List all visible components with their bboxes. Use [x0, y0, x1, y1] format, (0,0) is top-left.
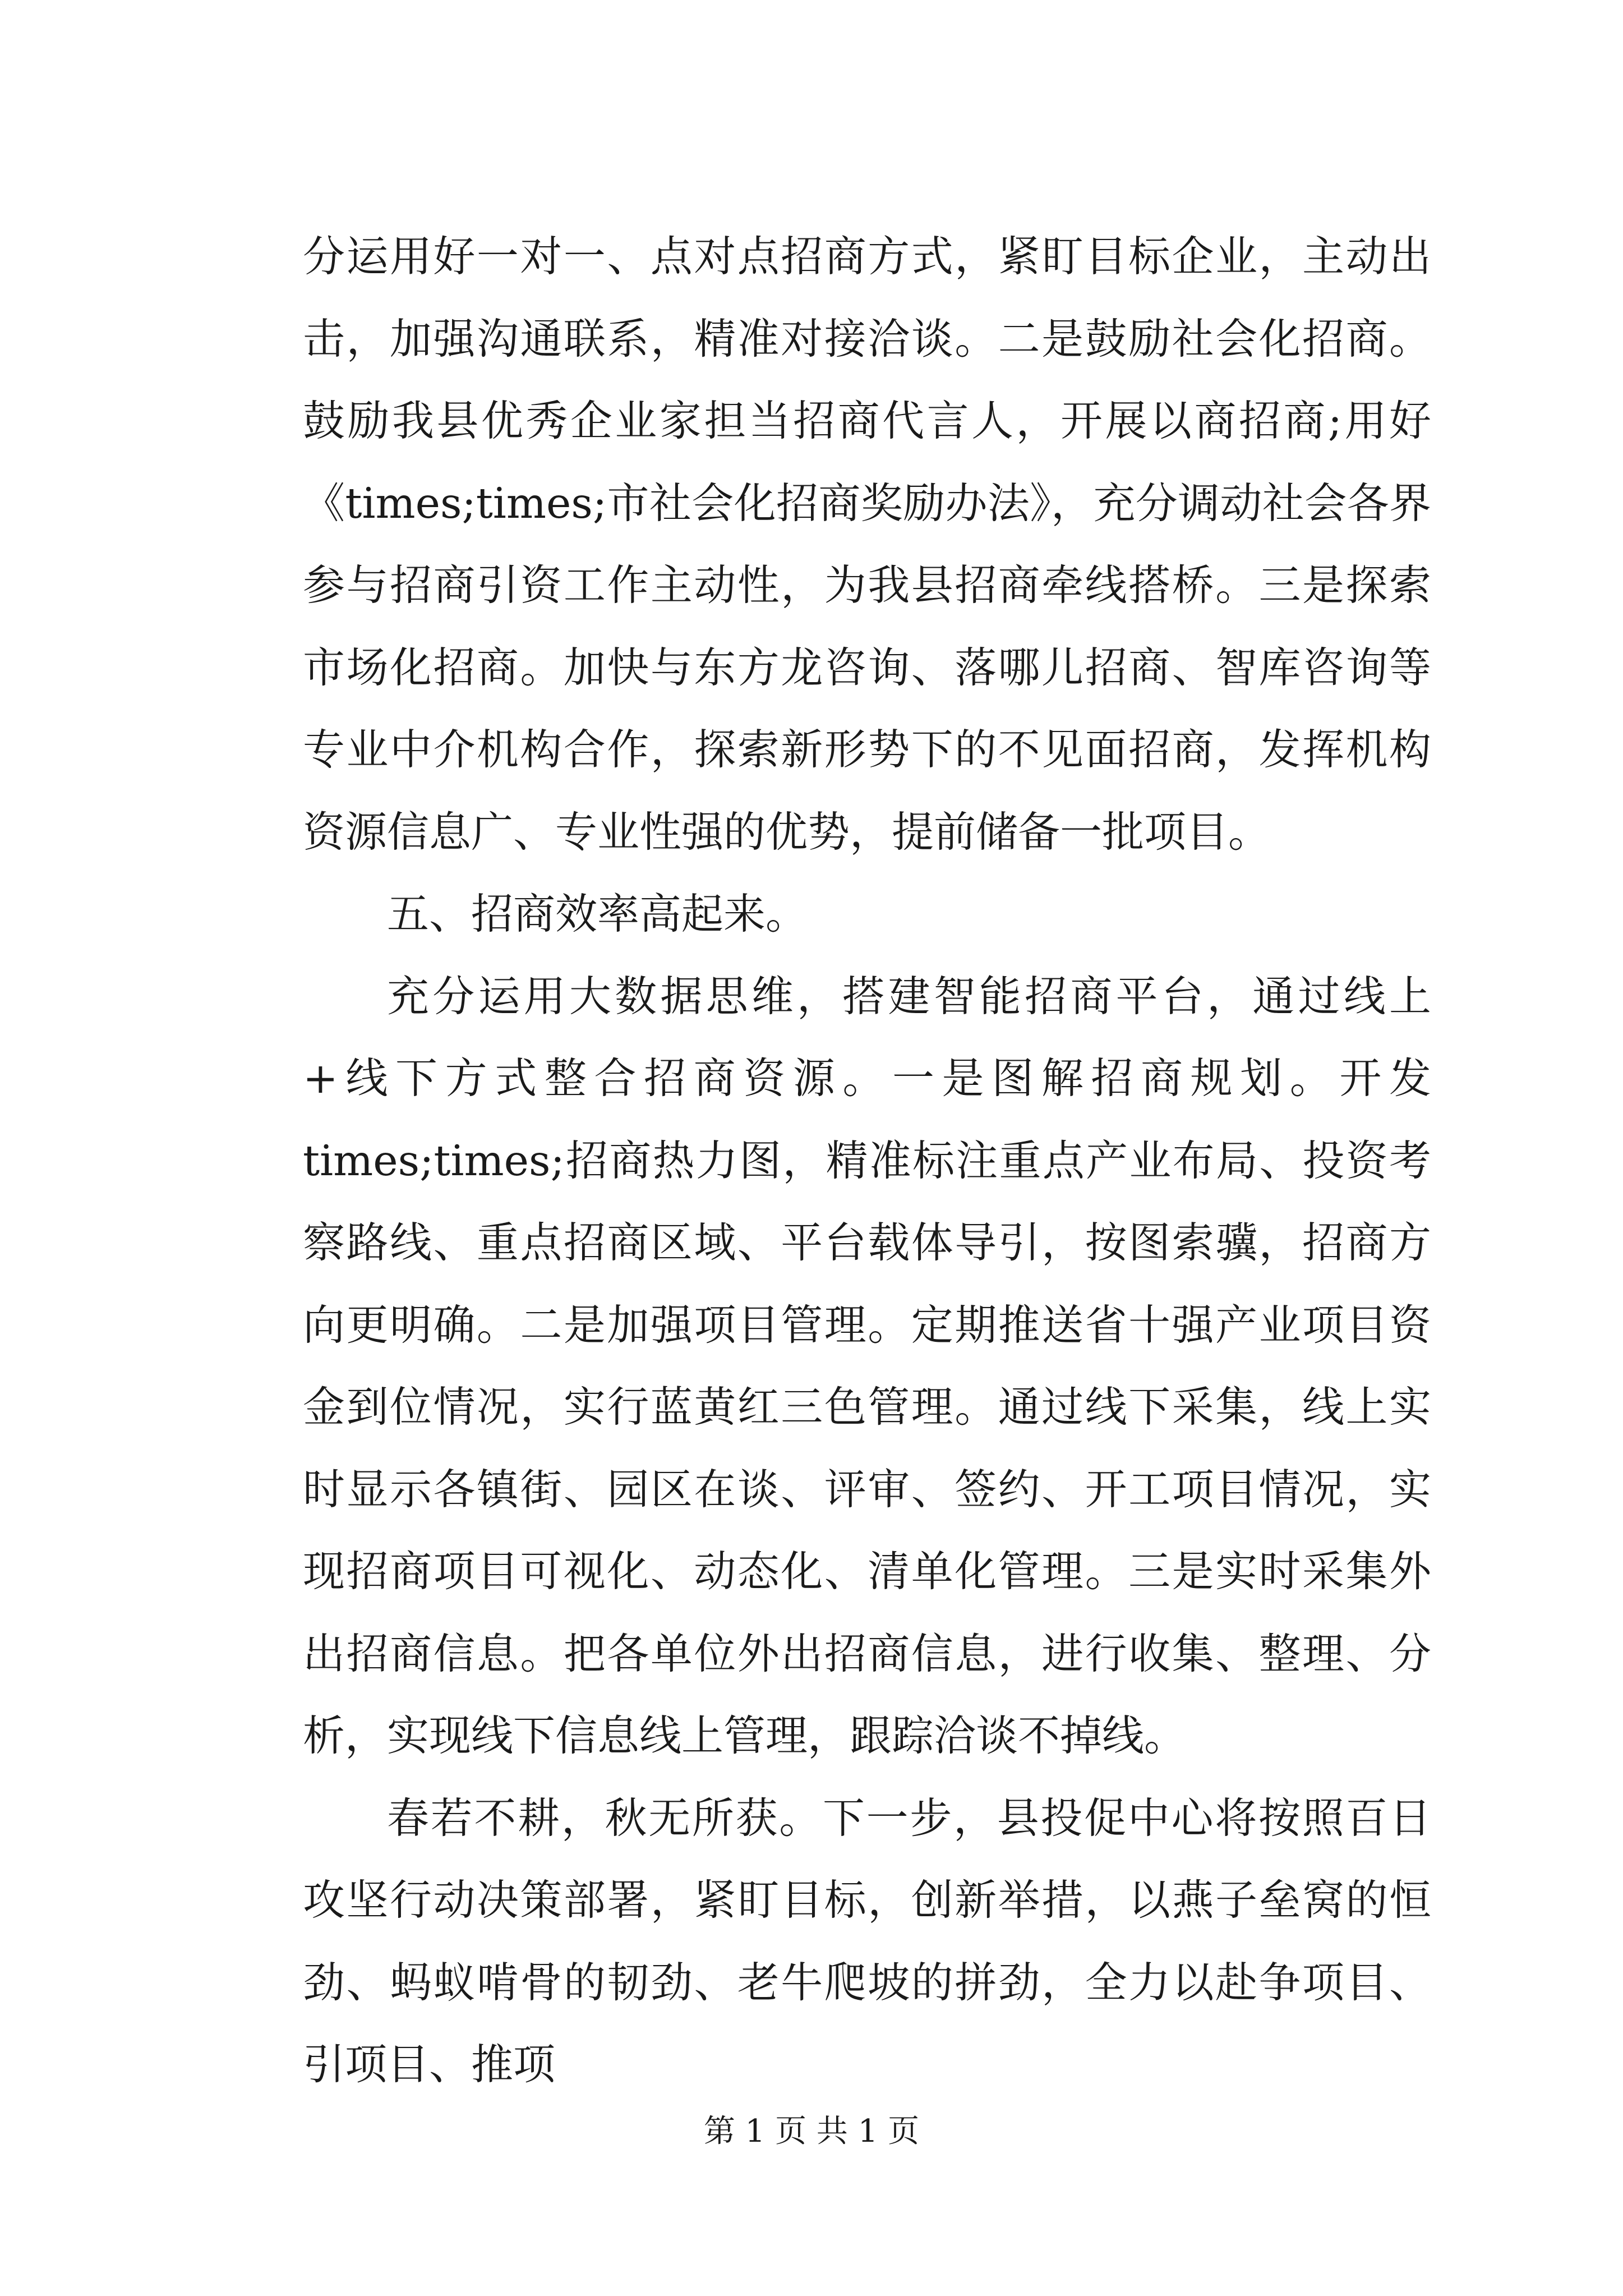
paragraph-1: 分运用好一对一、点对点招商方式，紧盯目标企业，主动出击，加强沟通联系，精准对接洽谈。二是鼓励社会化招商。鼓励我县优秀企业家担当招商代言人，开展以商招商;用好《times;times;市社会化招商奖励办法》，充分调动社会各界参与招商引资工作主动性，为我县招商牵线搭桥。三是探索市场化招商。加快与东方龙咨询、落哪儿招商、智库咨询等专业中介机构合作，探索新形势下的不见面招商，发挥机构资源信息广、专业性强的优势，提前储备一批项目。	[303, 232, 1431, 857]
page-footer: 第 1 页 共 1 页	[703, 2113, 920, 2150]
paragraph-3: 充分运用大数据思维，搭建智能招商平台，通过线上+线下方式整合招商资源。一是图解招商规划。开发 times;times;招商热力图，精准标注重点产业布局、投资考察路线、重点招商区域、平台载体导引，按图索骥，招商方向更明确。二是加强项目管理。定期推送省十强产业项目资金到位情况，实行蓝黄红三色管理。通过线下采集，线上实时显示各镇街、园区在谈、评审、签约、开工项目情况，实现招商项目可视化、动态化、清单化管理。三是实时采集外出招商信息。把各单位外出招商信息，进行收集、整理、分析，实现线下信息线上管理，跟踪洽谈不掉线。	[303, 971, 1431, 1760]
paragraph-4: 春若不耕，秋无所获。下一步，县投促中心将按照百日攻坚行动决策部署，紧盯目标，创新举措，以燕子垒窝的恒劲、蚂蚁啃骨的韧劲、老牛爬坡的拼劲，全力以赴争项目、引项目、推项	[303, 1793, 1431, 2089]
section-heading-5: 五、招商效率高起来。	[387, 889, 808, 938]
document-body	[303, 215, 1431, 2106]
